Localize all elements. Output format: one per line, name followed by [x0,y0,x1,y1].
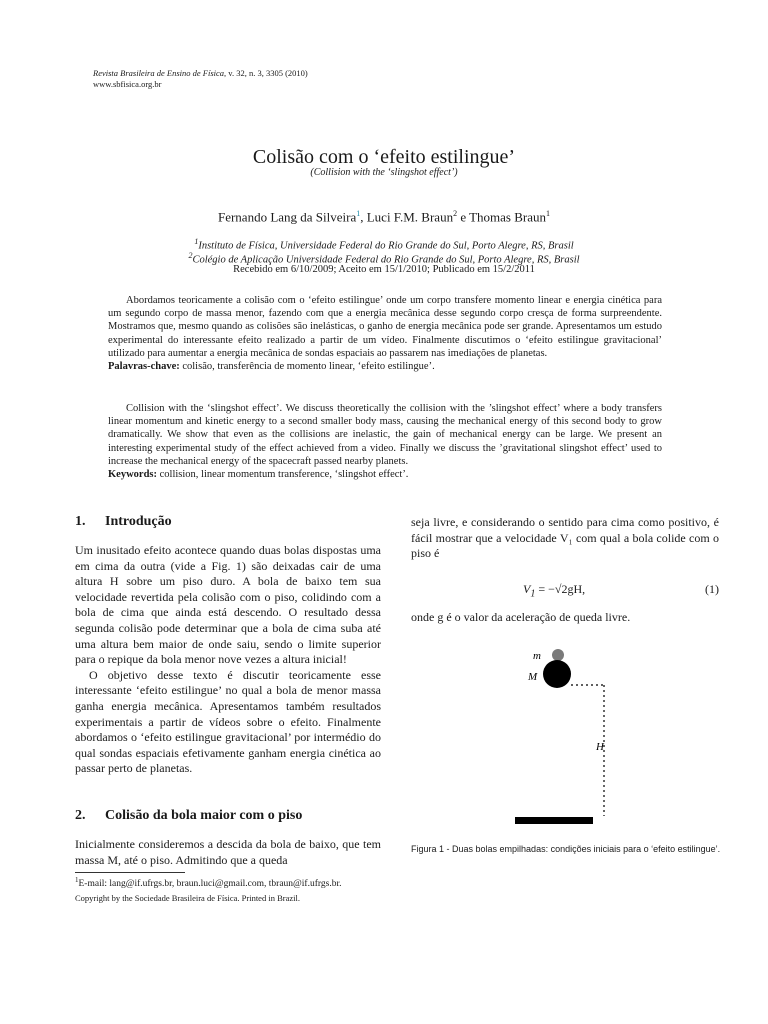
footnote-1 [75,874,435,890]
author-2: , Luci F.M. Braun [360,209,454,225]
big-ball [543,660,571,688]
paper-title: Colisão com o ‘efeito estilingue’ [252,146,516,168]
affiliation-1-mark: 1 [194,237,199,246]
keywords-pt-label: Palavras-chave: [108,361,180,373]
section-1-number: 1. [75,514,86,529]
section-1-heading [75,514,172,530]
right-column-top [411,515,719,562]
intro-paragraph-1: Um inusitado efeito acontece quando duas bolas dispostas uma em cima da outra (vide a Fig. 1) são deixadas cair de uma altura H sobre um piso duro. A bola de baixo tem sua velocidade revertida pela colisão com o piso, colidindo com a bola de cima que ainda está descendo. O resultado dessa segunda colisão pode determinar que a bola de cima suba até uma altura bem maior de onde saiu, sendo o limite superior para o repique da bola menor nove vezes a altura inicial! [75,543,381,667]
keywords-pt-text: colisão, transferência de momento linear, ‘efeito estilingue’. [179,361,435,373]
abstract-portuguese [108,294,662,373]
journal-website[interactable]: www.sbfisica.org.br [93,79,162,89]
affiliation-2-mark: 2 [188,251,193,260]
section-1-body [75,543,381,777]
abstract-english [108,402,662,481]
section-2-paragraph-1: Inicialmente consideremos a descida da bola de baixo, que tem massa M, até o piso. Admitindo que a queda [75,837,381,867]
equation-1-expression [523,582,585,599]
small-ball [552,649,564,661]
affiliation-2-text: Colégio de Aplicação Universidade Federal do Rio Grande do Sul, Porto Alegre, RS, Brasil [192,254,580,266]
footnote-rule [75,872,185,873]
floor [515,817,593,824]
journal-citation: , v. 32, n. 3, 3305 (2010) [224,68,308,78]
author-2-affiliation: 2 [453,209,458,218]
section-2-body [75,837,381,868]
right-paragraph-2: onde g é o valor da aceleração de queda livre. [411,610,631,624]
label-height: H [596,741,604,753]
paper-subtitle: (Collision with the ‘slingshot effect’) [310,167,458,178]
journal-name: Revista Brasileira de Ensino de Física [93,68,225,78]
equation-lhs-subscript: 1 [530,588,536,600]
section-2-title: Colisão da bola maior com o piso [105,808,303,823]
section-2-number: 2. [75,808,86,823]
footnote-1-mark: 1 [75,876,79,884]
intro-paragraph-2: O objetivo desse texto é discutir teoricamente esse interessante ‘efeito estilingue’ no qual a bola de menor massa ganha energia mecânica. Apresentamos também resultados experimentais a partir de vídeos sobre o efeito. Finalmente abordamos o ‘efeito estilingue gravitacional’ por intermédio do qual sondas espaciais efetivamente ganham energia cinética ao passar perto de planetas. [75,667,381,776]
right-paragraph-1: seja livre, e considerando o sentido para cima como positivo, é fácil mostrar que a velocidade V₁ com qual a bola colide com o piso é [411,515,719,561]
keywords-en-label: Keywords: [108,469,157,481]
section-2-heading [75,808,302,824]
abstract-en-text: Collision with the ‘slingshot effect’. We discuss theoretically the collision with the ’slingshot effect’ where a body transfers linear momentum and kinetic energy to a second smaller body mass, causing the mechanical energy of this second body to grow dramatically. We show that even as the collisions are inelastic, the gain of mechanical energy can be large. We present an interesting experimental study of the effect achieved from a video. Finally we discuss the ’gravitational slingshot effect’ used to increase the mechanical energy of the spacecraft passed nearby planets. [108,403,662,467]
abstract-pt-text: Abordamos teoricamente a colisão com o ‘efeito estilingue’ onde um corpo transfere momento linear e energia cinética para um segundo corpo de massa menor, fazendo com que a energia mecânica desse segundo corpo cresça de forma surpreendente. Mostramos que, mesmo quando as colisões são inelásticas, o ganho de energia mecânica pode ser grande. Apresentamos um estudo experimental do interessante efeito realizado a partir de um vídeo. Finalmente discutimos o ‘efeito estilingue gravitacional’ utilizado para aumentar a energia mecânica de sondas espaciais ao passarem nas imediações de planetas. [108,295,662,359]
author-list [0,209,768,225]
section-1-title: Introdução [105,514,172,529]
affiliation-1-text: Instituto de Física, Universidade Federal do Rio Grande do Sul, Porto Alegre, RS, Brasil [198,240,574,252]
author-3-affiliation: 1 [546,209,551,218]
equation-1-label: (1) [705,582,719,596]
figure-1-caption: Figura 1 - Duas bolas empilhadas: condições iniciais para o ‘efeito estilingue’. [411,844,721,854]
journal-header [93,68,308,90]
keywords-pt [108,360,662,373]
author-1-footnote-ref[interactable]: 1 [356,209,361,218]
figure-1-drawing [513,648,613,828]
label-small-mass: m [533,650,541,662]
author-3: e Thomas Braun [457,209,547,225]
footnote-1-text: E-mail: lang@if.ufrgs.br, braun.luci@gmail.com, tbraun@if.ufrgs.br. [78,879,342,890]
keywords-en [108,468,662,481]
affiliation-1 [0,237,768,252]
author-1: Fernando Lang da Silveira [217,209,357,225]
right-column-after-equation [411,610,719,626]
figure-1 [513,648,613,828]
keywords-en-text: collision, linear momentum transference, ‘slingshot effect’. [157,469,409,481]
label-big-mass: M [528,671,538,683]
equation-rhs: = −√2gH, [535,582,586,596]
publication-dates: Recebido em 6/10/2009; Aceito em 15/1/2010; Publicado em 15/2/2011 [233,264,535,275]
copyright-notice: Copyright by the Sociedade Brasileira de Física. Printed in Brazil. [75,893,300,903]
equation-lhs: V [523,582,531,596]
